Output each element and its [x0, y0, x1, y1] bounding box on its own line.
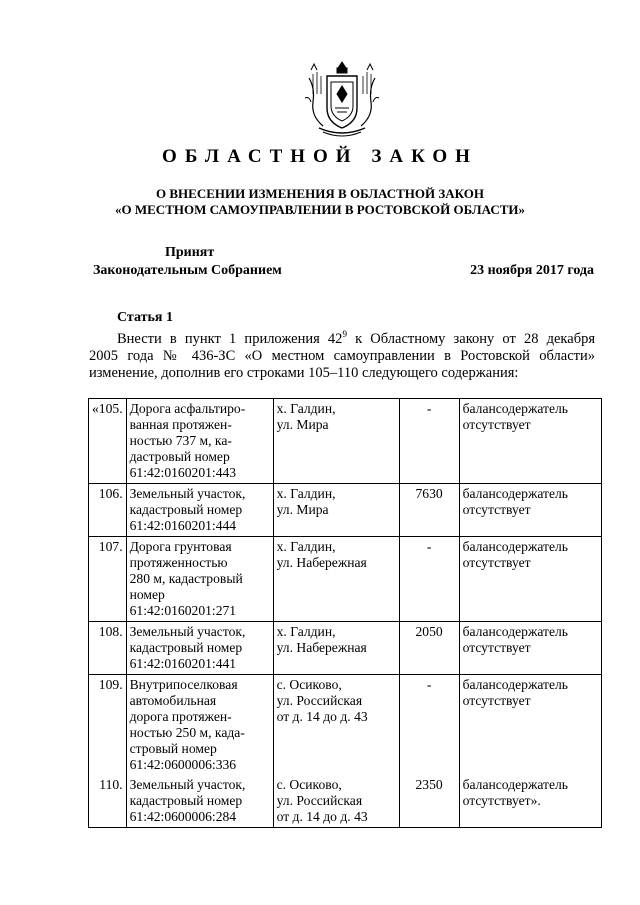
- row-number-cell: 110.: [89, 775, 127, 828]
- object-address-cell: с. Осиково, ул. Российская от д. 14 до д. 43: [273, 675, 399, 776]
- adoption-date: 23 ноября 2017 года: [470, 263, 594, 278]
- object-name-cell: Дорога грунтовая протяженностью 280 м, кадастровый номер 61:42:0160201:271: [126, 537, 273, 622]
- table-row: [89, 775, 602, 828]
- balance-holder-cell: балансодержатель отсутствует: [459, 537, 601, 622]
- row-number-cell: 108.: [89, 622, 127, 675]
- object-name-cell: Земельный участок, кадастровый номер 61:42:0600006:284: [126, 775, 273, 828]
- balance-holder-cell: балансодержатель отсутствует».: [459, 775, 601, 828]
- object-area-cell: -: [399, 399, 459, 484]
- object-address-cell: х. Галдин, ул. Набережная: [273, 537, 399, 622]
- object-name-cell: Земельный участок, кадастровый номер 61:42:0160201:444: [126, 484, 273, 537]
- object-address-cell: х. Галдин, ул. Набережная: [273, 622, 399, 675]
- law-subtitle-line1: О ВНЕСЕНИИ ИЗМЕНЕНИЯ В ОБЛАСТНОЙ ЗАКОН: [156, 186, 484, 201]
- object-name-cell: Земельный участок, кадастровый номер 61:42:0160201:441: [126, 622, 273, 675]
- table-row: [89, 537, 602, 622]
- balance-holder-cell: балансодержатель отсутствует: [459, 622, 601, 675]
- balance-holder-cell: балансодержатель отсутствует: [459, 484, 601, 537]
- adopted-by-label: Законодательным Собранием: [93, 263, 282, 278]
- row-number-cell: «105.: [89, 399, 127, 484]
- object-area-cell: -: [399, 537, 459, 622]
- table-row: [89, 675, 602, 776]
- object-area-cell: 2050: [399, 622, 459, 675]
- article-paragraph-line2: 2005 года № 436-ЗС «О местном самоуправлении в Ростовской области»: [89, 348, 595, 364]
- balance-holder-cell: балансодержатель отсутствует: [459, 399, 601, 484]
- law-subtitle-line2: «О МЕСТНОМ САМОУПРАВЛЕНИИ В РОСТОВСКОЙ ОБЛАСТИ»: [115, 202, 525, 217]
- table-row: [89, 622, 602, 675]
- row-number-cell: 109.: [89, 675, 127, 776]
- object-name-cell: Внутрипоселковая автомобильная дорога протяжен- ностью 250 м, када- стровый номер 61:42:0600006:336: [126, 675, 273, 776]
- object-area-cell: 2350: [399, 775, 459, 828]
- article-title: Статья 1: [117, 310, 173, 325]
- object-address-cell: х. Галдин, ул. Мира: [273, 484, 399, 537]
- balance-holder-cell: балансодержатель отсутствует: [459, 675, 601, 776]
- object-name-cell: Дорога асфальтиро- ванная протяжен- ностью 737 м, ка- дастровый номер 61:42:0160201:443: [126, 399, 273, 484]
- row-number-cell: 107.: [89, 537, 127, 622]
- table-row: [89, 484, 602, 537]
- object-address-cell: х. Галдин, ул. Мира: [273, 399, 399, 484]
- items-table: [88, 398, 602, 828]
- article-paragraph-line1: Внести в пункт 1 приложения $42^9$ к Областному закону от 28 декабря: [117, 329, 595, 347]
- object-area-cell: 7630: [399, 484, 459, 537]
- coat-of-arms-icon: [297, 58, 387, 140]
- law-type-heading: ОБЛАСТНОЙ ЗАКОН: [162, 146, 478, 167]
- object-address-cell: с. Осиково, ул. Российская от д. 14 до д. 43: [273, 775, 399, 828]
- row-number-cell: 106.: [89, 484, 127, 537]
- adopted-label: Принят: [165, 245, 215, 260]
- object-area-cell: -: [399, 675, 459, 776]
- table-row: [89, 399, 602, 484]
- article-paragraph-line3: изменение, дополнив его строками 105–110 следующего содержания:: [89, 365, 519, 381]
